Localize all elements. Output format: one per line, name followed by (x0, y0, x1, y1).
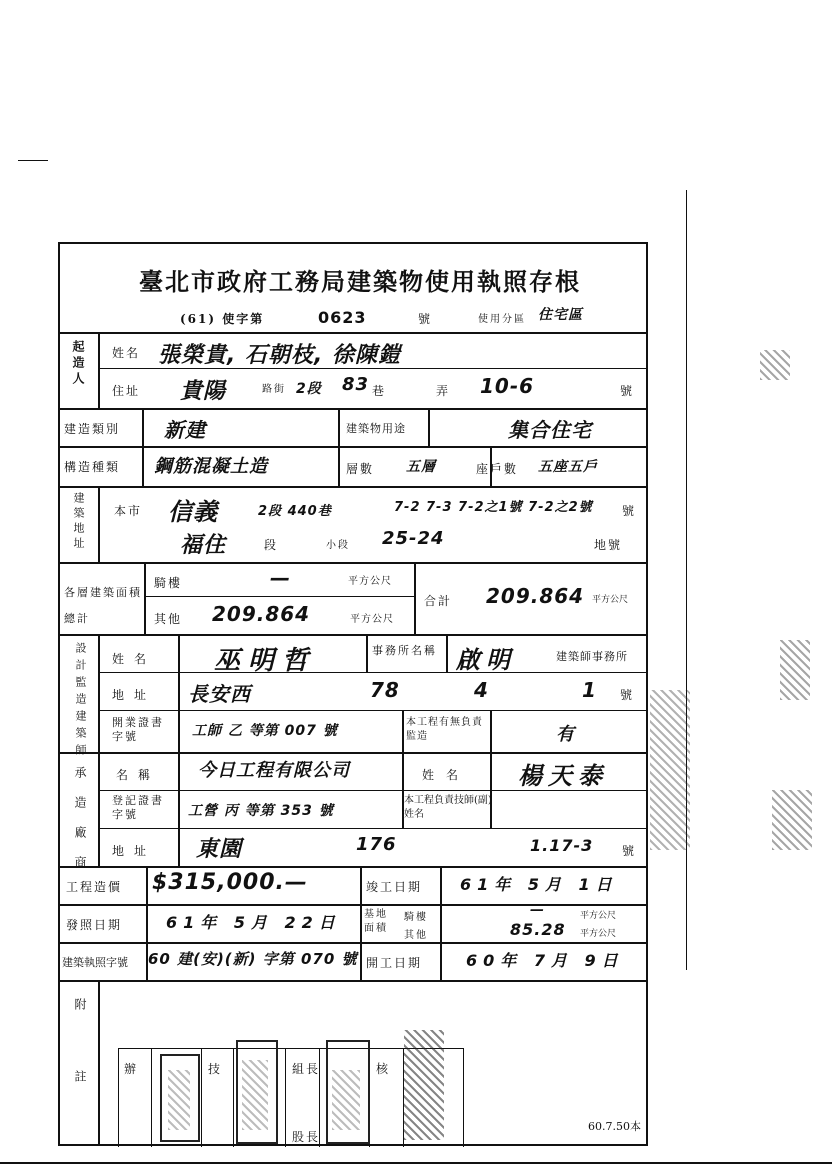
license-number: 0623 (318, 308, 367, 327)
office-label: 事務所名稱 (372, 644, 437, 657)
rule (58, 332, 648, 334)
contractor-person: 楊天泰 (518, 762, 608, 790)
tech-label: 本工程負責技師(副)姓名 (404, 795, 492, 820)
office-suffix: 建築師事務所 (556, 650, 628, 663)
permit-value: 60 建(安)(新) 字第 070 號 (148, 950, 358, 968)
base-other-value: 85.28 (510, 920, 566, 939)
owner-road: 貴陽 (180, 379, 227, 404)
base-other-label: 其他 (404, 930, 428, 941)
site-lot-number: 25-24 (382, 528, 445, 549)
col-divider (233, 1049, 234, 1147)
col-divider (178, 634, 180, 866)
col-divider (338, 408, 340, 486)
cost-value: $315,000.— (152, 870, 308, 895)
area-unit-3: 平方公尺 (592, 595, 629, 605)
area-section-label: 各層建築面積總計 (64, 586, 142, 625)
area-unit-1: 平方公尺 (348, 576, 392, 587)
architect-license-label: 開業證書字號 (112, 716, 164, 743)
base-arcade-label: 騎樓 (404, 912, 428, 923)
site-number: 7-2 7-3 7-2之1號 7-2之2號 (394, 500, 593, 515)
base-unit-2: 平方公尺 (580, 929, 617, 939)
col-divider (360, 866, 362, 980)
bleed-through-mark (650, 690, 690, 850)
households-label: 座戶數 (476, 462, 519, 476)
contractor-address-suffix: 號 (622, 844, 637, 858)
bottom-edge-line (0, 1162, 832, 1164)
supervisor-value: 有 (556, 724, 575, 745)
architect-lane: 78 (370, 678, 400, 702)
architect-name: 巫明哲 (214, 646, 317, 676)
form-title: 臺北市政府工務局建築物使用執照存根 (139, 267, 581, 296)
rule (98, 710, 648, 711)
zone-label: 使用分區 (478, 314, 526, 325)
owner-number-label: 號 (620, 384, 635, 398)
signature-mark (168, 1070, 190, 1130)
supervisor-label: 本工程有無負責監造 (406, 717, 483, 742)
site-lot-sub-label: 小段 (326, 540, 350, 551)
owner-name-label: 姓名 (112, 346, 141, 360)
contractor-name-label: 名稱 (116, 768, 161, 782)
cost-label: 工程造價 (66, 880, 123, 894)
floors-label: 層數 (346, 462, 375, 476)
license-prefix: (61) 使字第 (180, 312, 265, 326)
site-road: 信義 (168, 498, 218, 526)
contractor-reg-label: 登記證書字號 (112, 794, 164, 821)
base-unit-1: 平方公尺 (580, 911, 617, 921)
base-label: 基地面積 (364, 909, 388, 934)
rule (58, 486, 648, 488)
area-total-value: 209.864 (486, 584, 585, 608)
top-edge-mark (18, 160, 48, 161)
area-other-value: 209.864 (212, 602, 311, 626)
contractor-road: 東園 (196, 837, 243, 862)
site-city-label: 本市 (114, 504, 143, 518)
rule (58, 408, 648, 410)
architect-license: 工師 乙 等第 007 號 (192, 723, 338, 739)
col-divider (285, 1049, 286, 1147)
col-divider (98, 980, 100, 1146)
owner-names: 張榮貴, 石朝枝, 徐陳鎧 (158, 343, 402, 368)
notes-label: 附註 (73, 998, 87, 1142)
area-other-label: 其他 (154, 612, 183, 626)
issue-value: 61年 5月 22日 (166, 913, 341, 932)
rule (58, 446, 648, 448)
site-number-label: 號 (622, 504, 637, 518)
col-divider (428, 408, 430, 446)
signature-mark (242, 1060, 268, 1130)
category-label: 建造類別 (64, 422, 121, 436)
owner-address-label: 住址 (112, 384, 141, 398)
bleed-through-mark (772, 790, 812, 850)
col-divider (98, 332, 100, 408)
start-label: 開工日期 (366, 956, 423, 970)
rule (58, 562, 648, 564)
right-fold-line (686, 190, 687, 970)
base-arcade-value: — (530, 902, 545, 918)
owner-alley: 10-6 (480, 374, 535, 398)
architect-name-label: 姓名 (112, 652, 157, 666)
architect-number: 1 (582, 678, 597, 702)
site-lot-area: 福住 (180, 533, 227, 558)
col-divider (402, 710, 404, 752)
col-divider (446, 634, 448, 672)
area-unit-2: 平方公尺 (350, 614, 394, 625)
floors-value: 五層 (406, 459, 436, 475)
owner-lane: 83 (342, 374, 370, 395)
col-divider (98, 634, 100, 866)
signature-mark (332, 1070, 360, 1130)
owner-road-label: 路街 (262, 384, 286, 395)
signature-mark (404, 1030, 444, 1140)
completion-value: 61年 5月 1日 (460, 875, 618, 894)
contractor-person-label: 姓名 (422, 768, 471, 782)
area-arcade-label: 騎樓 (154, 576, 183, 590)
col-divider (440, 866, 442, 980)
use-value: 集合住宅 (508, 418, 592, 442)
permit-label: 建築執照字號 (62, 956, 128, 969)
license-suffix: 號 (418, 312, 433, 326)
start-value: 60年 7月 9日 (466, 951, 624, 970)
rule (98, 672, 648, 673)
households-value: 五座五戶 (538, 459, 598, 475)
approval-cell: 技 (208, 1062, 223, 1076)
col-divider (151, 1049, 152, 1147)
site-road-detail: 2段 440巷 (258, 504, 332, 519)
owner-section: 2段 (296, 381, 322, 397)
contractor-section-label: 承造廠商 (73, 766, 87, 886)
contractor-number: 1.17-3 (530, 836, 594, 855)
col-divider (142, 408, 144, 486)
office-value: 啟明 (456, 646, 516, 674)
structure-label: 構造種類 (64, 460, 121, 474)
site-lot-suffix: 地號 (594, 538, 623, 552)
structure-value: 鋼筋混凝土造 (154, 456, 268, 477)
col-divider (414, 562, 416, 634)
col-divider (201, 1049, 202, 1147)
completion-label: 竣工日期 (366, 880, 423, 894)
col-divider (144, 562, 146, 634)
architect-alley: 4 (474, 678, 489, 702)
approval-cell: 組長 (292, 1062, 321, 1076)
rule (58, 752, 648, 754)
area-total-label: 合計 (424, 594, 453, 608)
contractor-reg: 工營 丙 等第 353 號 (188, 803, 334, 819)
architect-section-label: 設計監造建築師 (74, 642, 87, 761)
approval-cell: 股長 (292, 1130, 321, 1144)
architect-road: 長安西 (188, 682, 251, 706)
issue-label: 發照日期 (66, 918, 123, 932)
approval-cell: 辦 (124, 1062, 139, 1076)
rule (98, 828, 648, 829)
owner-lane-label: 巷 (372, 384, 387, 398)
contractor-lane: 176 (356, 834, 397, 855)
zone-value: 住宅區 (538, 307, 583, 323)
owner-alley-label: 弄 (436, 384, 451, 398)
col-divider (490, 710, 492, 752)
rule (58, 980, 648, 982)
contractor-name: 今日工程有限公司 (198, 760, 350, 781)
site-section-label: 建築地址 (72, 492, 85, 552)
rule (144, 596, 414, 597)
bleed-through-mark (780, 640, 810, 700)
area-arcade-value: — (270, 566, 291, 590)
rule (58, 634, 648, 636)
owner-section-label: 起造人 (71, 340, 85, 388)
use-label: 建築物用途 (346, 422, 406, 435)
contractor-address-label: 地址 (112, 844, 157, 858)
bleed-through-mark (760, 350, 790, 380)
col-divider (366, 634, 368, 672)
category-value: 新建 (164, 418, 206, 442)
col-divider (98, 486, 100, 562)
architect-address-suffix: 號 (620, 688, 635, 702)
site-lot-label: 段 (264, 538, 279, 552)
architect-address-label: 地址 (112, 688, 157, 702)
approval-cell: 核 (376, 1062, 391, 1076)
print-note: 60.7.50本 (588, 1120, 641, 1133)
